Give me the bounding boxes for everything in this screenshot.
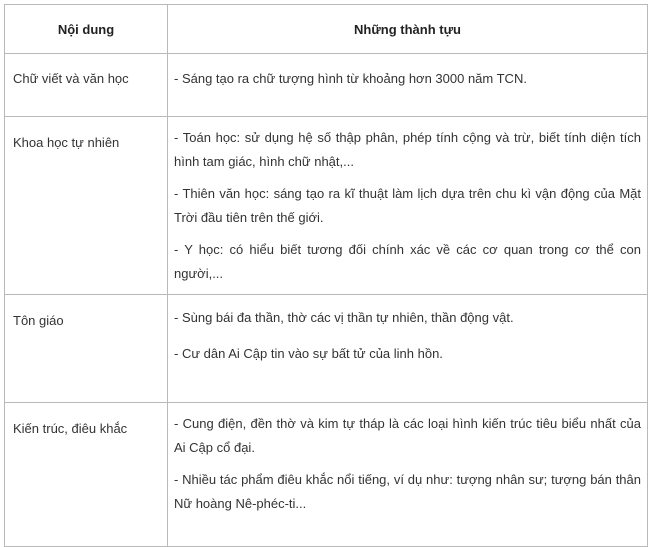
achievement-item: - Sáng tạo ra chữ tượng hình từ khoảng hơn 3000 năm TCN. bbox=[174, 71, 527, 86]
table-row bbox=[5, 403, 648, 547]
row-content bbox=[168, 117, 648, 295]
row-content bbox=[168, 54, 648, 117]
table-row bbox=[5, 295, 648, 403]
table-header-row bbox=[5, 5, 648, 54]
achievement-item: - Cung điện, đền thờ và kim tự tháp là các loại hình kiến trúc tiêu biểu nhất của Ai Cập cổ đại. bbox=[174, 416, 641, 455]
achievement-item: - Thiên văn học: sáng tạo ra kĩ thuật làm lịch dựa trên chu kì vận động của Mặt Trời đầu tiên trên thế giới. bbox=[174, 186, 641, 225]
row-content bbox=[168, 403, 648, 547]
achievement-item: - Cư dân Ai Cập tin vào sự bất tử của linh hồn. bbox=[174, 346, 443, 361]
header-topic: Nội dung bbox=[5, 5, 168, 54]
table-row bbox=[5, 54, 648, 117]
achievement-item: - Sùng bái đa thần, thờ các vị thần tự nhiên, thần động vật. bbox=[174, 310, 514, 325]
header-achievements: Những thành tựu bbox=[168, 5, 648, 54]
row-topic: Kiến trúc, điêu khắc bbox=[5, 403, 168, 547]
table-row bbox=[5, 117, 648, 295]
achievements-table bbox=[4, 4, 648, 547]
achievement-item: - Nhiều tác phẩm điêu khắc nổi tiếng, ví dụ như: tượng nhân sư; tượng bán thân Nữ hoàng Nê-phéc-ti... bbox=[174, 472, 641, 511]
row-topic: Chữ viết và văn học bbox=[5, 54, 168, 117]
row-content bbox=[168, 295, 648, 403]
achievement-item: - Toán học: sử dụng hệ số thập phân, phép tính cộng và trừ, biết tính diện tích hình tam giác, hình chữ nhật,... bbox=[174, 130, 641, 169]
row-topic: Tôn giáo bbox=[5, 295, 168, 403]
achievement-item: - Y học: có hiểu biết tương đối chính xác về các cơ quan trong cơ thể con người,... bbox=[174, 242, 641, 281]
row-topic: Khoa học tự nhiên bbox=[5, 117, 168, 295]
